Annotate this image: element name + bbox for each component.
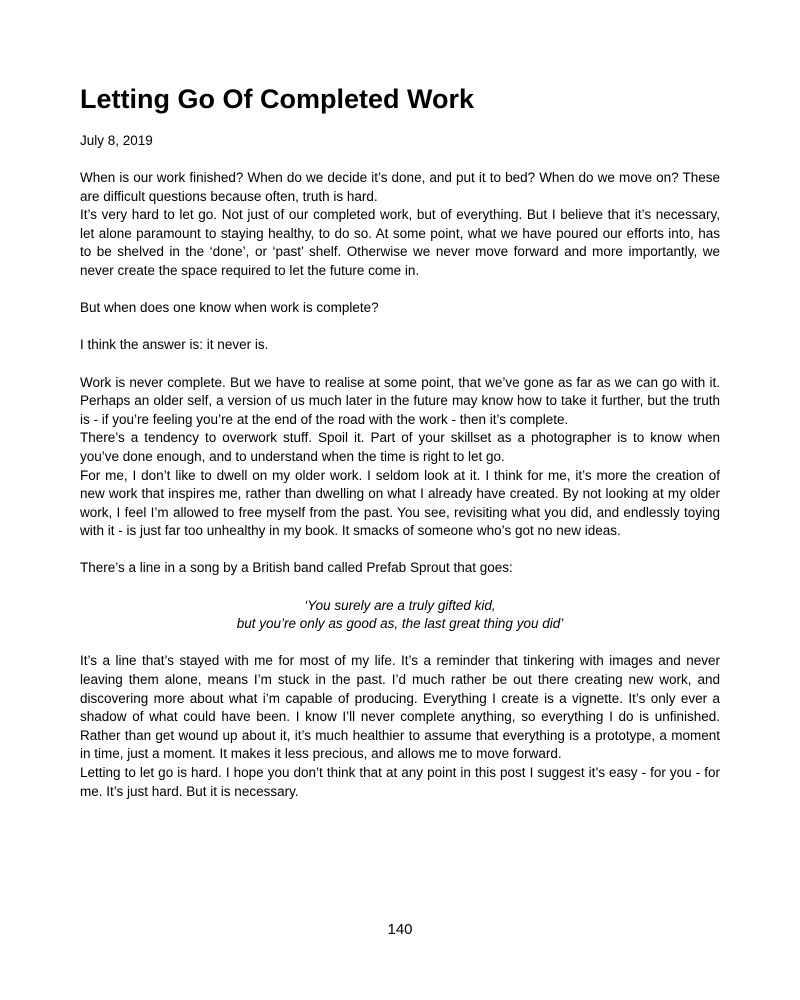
article-date: July 8, 2019 <box>80 133 153 148</box>
song-quote <box>80 597 720 634</box>
paragraph: Work is never complete. But we have to realise at some point, that we’ve gone as far as we can go with it. Perhaps an older self, a version of us much later in the future may know how to take it further, but the truth is - if you’re feeling you’re at the end of the road with the work - then it’s complete. <box>80 374 720 427</box>
paragraph: There’s a tendency to overwork stuff. Spoil it. Part of your skillset as a photographer is to know when you’ve done enough, and to understand when the time is right to let go. <box>80 430 720 464</box>
paragraph: I think the answer is: it never is. <box>80 337 269 353</box>
paragraph: It’s a line that’s stayed with me for most of my life. It’s a reminder that tinkering with images and never leaving them alone, means I’m stuck in the past. I’d much rather be out there creating new work, and discovering more about what i’m capable of producing. Everything I create is a vignette. It’s only ever a shadow of what could have been. I know I’ll never complete anything, so everything I do is unfinished. Rather than get wound up about it, it’s much healthier to assume that everything is a prototype, a moment in time, just a moment. It makes it less precious, and allows me to move forward. <box>80 653 720 762</box>
article-body <box>80 169 720 801</box>
page-number: 140 <box>387 921 413 938</box>
paragraph: It’s very hard to let go. Not just of our completed work, but of everything. But I believe that it’s necessary, let alone paramount to staying healthy, to do so. At some point, what we have poured our efforts into, has to be shelved in the ‘done’, or ‘past’ shelf. Otherwise we never move forward and more importantly, we never create the space required to let the future come in. <box>80 207 720 278</box>
paragraph: Letting to let go is hard. I hope you don’t think that at any point in this post I suggest it’s easy - for you - for me. It’s just hard. But it is necessary. <box>80 765 720 799</box>
paragraph: There’s a line in a song by a British band called Prefab Sprout that goes: <box>80 560 513 576</box>
quote-line: ‘You surely are a truly gifted kid, <box>304 597 496 613</box>
paragraph: When is our work finished? When do we decide it’s done, and put it to bed? When do we move on? These are difficult questions because often, truth is hard. <box>80 170 720 204</box>
paragraph: But when does one know when work is complete? <box>80 300 379 316</box>
quote-line: but you’re only as good as, the last great thing you did’ <box>236 616 564 632</box>
paragraph: For me, I don’t like to dwell on my older work. I seldom look at it. I think for me, it’s more the creation of new work that inspires me, rather than dwelling on what I already have created. By not looking at my older work, I feel I’m allowed to free myself from the past. You see, revisiting what you did, and endlessly toying with it - is just far too unhealthy in my book. It smacks of someone who’s got no new ideas. <box>80 467 720 539</box>
article-title: Letting Go Of Completed Work <box>80 84 474 114</box>
